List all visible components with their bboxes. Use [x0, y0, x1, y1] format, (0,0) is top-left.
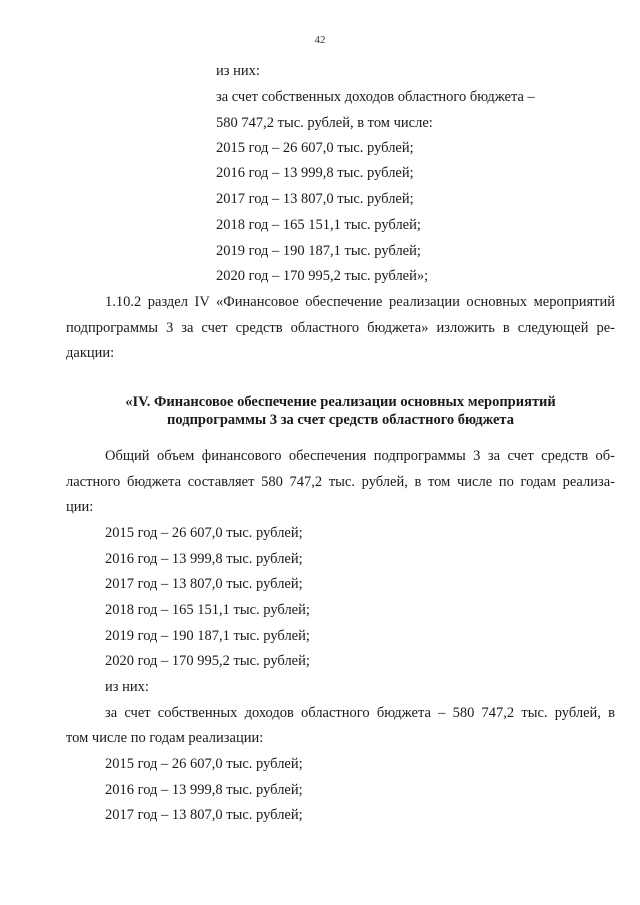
- top-year-2015: 2015 год – 26 607,0 тыс. рублей;: [216, 140, 414, 156]
- section-heading-line-1: «IV. Финансовое обеспечение реализации основных мероприятий: [125, 394, 556, 410]
- section-year-2020: 2020 год – 170 995,2 тыс. рублей;: [105, 653, 310, 669]
- own-year-2016: 2016 год – 13 999,8 тыс. рублей;: [105, 782, 303, 798]
- own-year-2015: 2015 год – 26 607,0 тыс. рублей;: [105, 756, 303, 772]
- top-total-line: 580 747,2 тыс. рублей, в том числе:: [216, 115, 433, 131]
- section-year-2018: 2018 год – 165 151,1 тыс. рублей;: [105, 602, 310, 618]
- top-year-2019: 2019 год – 190 187,1 тыс. рублей;: [216, 243, 421, 259]
- section-year-2019: 2019 год – 190 187,1 тыс. рублей;: [105, 628, 310, 644]
- top-year-2018: 2018 год – 165 151,1 тыс. рублей;: [216, 217, 421, 233]
- amendment-line-2: подпрограммы 3 за счет средств областного бюджета» изложить в следующей ре-: [66, 320, 615, 336]
- page-number: 42: [314, 34, 326, 46]
- top-iz-nikh: из них:: [216, 63, 260, 79]
- top-year-2020: 2020 год – 170 995,2 тыс. рублей»;: [216, 268, 429, 284]
- section-year-2017: 2017 год – 13 807,0 тыс. рублей;: [105, 576, 303, 592]
- amendment-line-3: дакции:: [66, 345, 115, 361]
- own-income-line-2: том числе по годам реализации:: [66, 730, 264, 746]
- para1-line-3: ции:: [66, 499, 94, 515]
- own-income-line-1: за счет собственных доходов областного бюджета – 580 747,2 тыс. рублей, в: [105, 705, 615, 721]
- section-year-2016: 2016 год – 13 999,8 тыс. рублей;: [105, 551, 303, 567]
- top-year-2017: 2017 год – 13 807,0 тыс. рублей;: [216, 191, 414, 207]
- para1-line-2: ластного бюджета составляет 580 747,2 тыс. рублей, в том числе по годам реализа-: [66, 474, 615, 490]
- para1-line-1: Общий объем финансового обеспечения подпрограммы 3 за счет средств об-: [105, 448, 615, 464]
- top-own-income-line: за счет собственных доходов областного бюджета –: [216, 89, 535, 105]
- amendment-line-1: 1.10.2 раздел IV «Финансовое обеспечение реализации основных мероприятий: [105, 294, 615, 310]
- section-heading-line-2: подпрограммы 3 за счет средств областного бюджета: [167, 412, 514, 428]
- section-year-2015: 2015 год – 26 607,0 тыс. рублей;: [105, 525, 303, 541]
- top-year-2016: 2016 год – 13 999,8 тыс. рублей;: [216, 165, 414, 181]
- own-year-2017: 2017 год – 13 807,0 тыс. рублей;: [105, 807, 303, 823]
- section-iz-nikh: из них:: [105, 679, 149, 695]
